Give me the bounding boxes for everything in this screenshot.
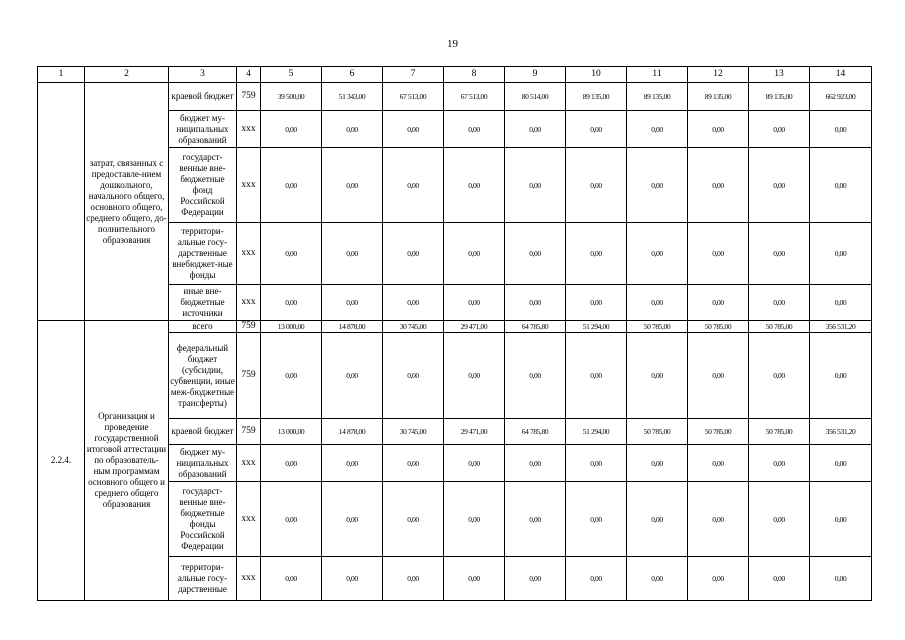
value-cell: 0,00 [322,223,383,285]
value-cell: 0,00 [322,445,383,482]
value-cell: 64 785,80 [505,321,566,333]
item-name-cell: затрат, связанных с предоставле-нием дошкольного, начального общего, основного общего, среднего общего, до-полнительного образования [85,83,169,321]
value-cell: 30 745,00 [383,419,444,445]
code-cell: xxx [237,223,261,285]
value-cell: 0,00 [749,482,810,557]
value-cell: 0,00 [322,111,383,148]
code-cell: xxx [237,148,261,223]
value-cell: 0,00 [261,445,322,482]
funding-source-cell: территори-альные госу-дарственные [169,557,237,601]
value-cell: 0,00 [749,445,810,482]
value-cell: 0,00 [505,557,566,601]
value-cell: 0,00 [688,482,749,557]
value-cell: 0,00 [566,557,627,601]
value-cell: 0,00 [383,482,444,557]
value-cell: 0,00 [505,148,566,223]
value-cell: 0,00 [810,333,872,419]
value-cell: 0,00 [627,111,688,148]
funding-source-cell: федеральный бюджет (субсидии, субвенции, иные меж-бюджетные трансферты) [169,333,237,419]
value-cell: 0,00 [566,223,627,285]
value-cell: 0,00 [444,285,505,321]
value-cell: 13 000,00 [261,321,322,333]
budget-table [37,66,872,601]
value-cell: 0,00 [810,482,872,557]
header-cell: 6 [322,67,383,83]
value-cell: 0,00 [444,333,505,419]
value-cell: 0,00 [444,482,505,557]
code-cell: 759 [237,419,261,445]
value-cell: 67 513,00 [444,83,505,111]
value-cell: 29 471,00 [444,321,505,333]
funding-source-cell: краевой бюджет [169,419,237,445]
funding-source-cell: государст-венные вне-бюджетные фонды Российской Федерации [169,482,237,557]
value-cell: 0,00 [810,223,872,285]
value-cell: 0,00 [383,445,444,482]
item-name-cell: Организация и проведение государственной итоговой аттестации по образователь-ным программам основного общего и среднего общего образования [85,321,169,601]
value-cell: 0,00 [810,111,872,148]
item-number-cell [38,83,85,321]
value-cell: 0,00 [383,285,444,321]
value-cell: 0,00 [383,333,444,419]
code-cell: 759 [237,333,261,419]
header-cell: 9 [505,67,566,83]
value-cell: 0,00 [261,148,322,223]
value-cell: 0,00 [566,445,627,482]
value-cell: 356 531,20 [810,419,872,445]
value-cell: 67 513,00 [383,83,444,111]
value-cell: 0,00 [627,223,688,285]
value-cell: 0,00 [627,557,688,601]
value-cell: 0,00 [505,333,566,419]
funding-source-cell: иные вне-бюджетные источники [169,285,237,321]
code-cell: xxx [237,111,261,148]
value-cell: 356 531,20 [810,321,872,333]
value-cell: 0,00 [261,111,322,148]
value-cell: 0,00 [505,285,566,321]
value-cell: 89 135,00 [688,83,749,111]
value-cell: 0,00 [688,285,749,321]
value-cell: 0,00 [444,557,505,601]
value-cell: 14 878,00 [322,321,383,333]
value-cell: 0,00 [749,148,810,223]
header-cell: 13 [749,67,810,83]
value-cell: 50 785,00 [749,321,810,333]
value-cell: 50 785,00 [688,321,749,333]
value-cell: 0,00 [261,482,322,557]
header-cell: 5 [261,67,322,83]
value-cell: 0,00 [444,148,505,223]
value-cell: 0,00 [749,223,810,285]
funding-source-cell: краевой бюджет [169,83,237,111]
code-cell: xxx [237,557,261,601]
header-cell: 2 [85,67,169,83]
code-cell: xxx [237,445,261,482]
value-cell: 0,00 [810,445,872,482]
value-cell: 50 785,00 [749,419,810,445]
funding-source-cell: бюджет му-ниципальных образований [169,445,237,482]
value-cell: 0,00 [383,557,444,601]
value-cell: 0,00 [688,148,749,223]
table-row [38,321,872,333]
header-cell: 12 [688,67,749,83]
value-cell: 0,00 [810,557,872,601]
value-cell: 64 785,80 [505,419,566,445]
header-cell: 4 [237,67,261,83]
funding-source-cell: территори-альные госу-дарственные внебюджет-ные фонды [169,223,237,285]
value-cell: 0,00 [383,111,444,148]
table-row [38,83,872,111]
value-cell: 14 878,00 [322,419,383,445]
value-cell: 0,00 [749,285,810,321]
value-cell: 0,00 [322,148,383,223]
header-row [38,67,872,83]
value-cell: 0,00 [627,482,688,557]
value-cell: 89 135,00 [627,83,688,111]
value-cell: 89 135,00 [749,83,810,111]
value-cell: 0,00 [688,333,749,419]
value-cell: 0,00 [444,111,505,148]
value-cell: 0,00 [322,557,383,601]
value-cell: 89 135,00 [566,83,627,111]
value-cell: 0,00 [566,333,627,419]
header-cell: 7 [383,67,444,83]
funding-source-cell: всего [169,321,237,333]
value-cell: 0,00 [566,148,627,223]
value-cell: 51 343,00 [322,83,383,111]
value-cell: 662 923,00 [810,83,872,111]
value-cell: 0,00 [688,557,749,601]
header-cell: 10 [566,67,627,83]
value-cell: 0,00 [627,285,688,321]
value-cell: 0,00 [261,557,322,601]
value-cell: 39 500,00 [261,83,322,111]
value-cell: 51 294,00 [566,419,627,445]
value-cell: 0,00 [627,445,688,482]
value-cell: 0,00 [688,111,749,148]
value-cell: 0,00 [261,285,322,321]
code-cell: xxx [237,482,261,557]
value-cell: 0,00 [627,333,688,419]
page-number: 19 [447,38,458,50]
value-cell: 0,00 [688,223,749,285]
value-cell: 0,00 [505,482,566,557]
value-cell: 30 745,00 [383,321,444,333]
value-cell: 51 294,00 [566,321,627,333]
header-cell: 8 [444,67,505,83]
value-cell: 0,00 [566,482,627,557]
value-cell: 0,00 [383,148,444,223]
value-cell: 0,00 [505,445,566,482]
value-cell: 0,00 [749,111,810,148]
code-cell: 759 [237,321,261,333]
value-cell: 0,00 [322,482,383,557]
funding-source-cell: государст-венные вне-бюджетные фонд Российской Федерации [169,148,237,223]
value-cell: 0,00 [444,223,505,285]
value-cell: 0,00 [322,333,383,419]
value-cell: 0,00 [810,285,872,321]
value-cell: 0,00 [566,111,627,148]
item-number-cell: 2.2.4. [38,321,85,601]
value-cell: 0,00 [749,557,810,601]
value-cell: 0,00 [688,445,749,482]
header-cell: 3 [169,67,237,83]
value-cell: 13 000,00 [261,419,322,445]
value-cell: 0,00 [810,148,872,223]
value-cell: 50 785,00 [627,419,688,445]
value-cell: 0,00 [261,333,322,419]
value-cell: 0,00 [444,445,505,482]
value-cell: 0,00 [383,223,444,285]
code-cell: 759 [237,83,261,111]
value-cell: 0,00 [261,223,322,285]
code-cell: xxx [237,285,261,321]
value-cell: 50 785,00 [688,419,749,445]
header-cell: 14 [810,67,872,83]
value-cell: 0,00 [505,223,566,285]
header-cell: 11 [627,67,688,83]
value-cell: 0,00 [322,285,383,321]
value-cell: 29 471,00 [444,419,505,445]
value-cell: 0,00 [505,111,566,148]
value-cell: 0,00 [566,285,627,321]
value-cell: 0,00 [627,148,688,223]
funding-source-cell: бюджет му-ниципальных образований [169,111,237,148]
header-cell: 1 [38,67,85,83]
value-cell: 80 514,00 [505,83,566,111]
value-cell: 50 785,00 [627,321,688,333]
value-cell: 0,00 [749,333,810,419]
